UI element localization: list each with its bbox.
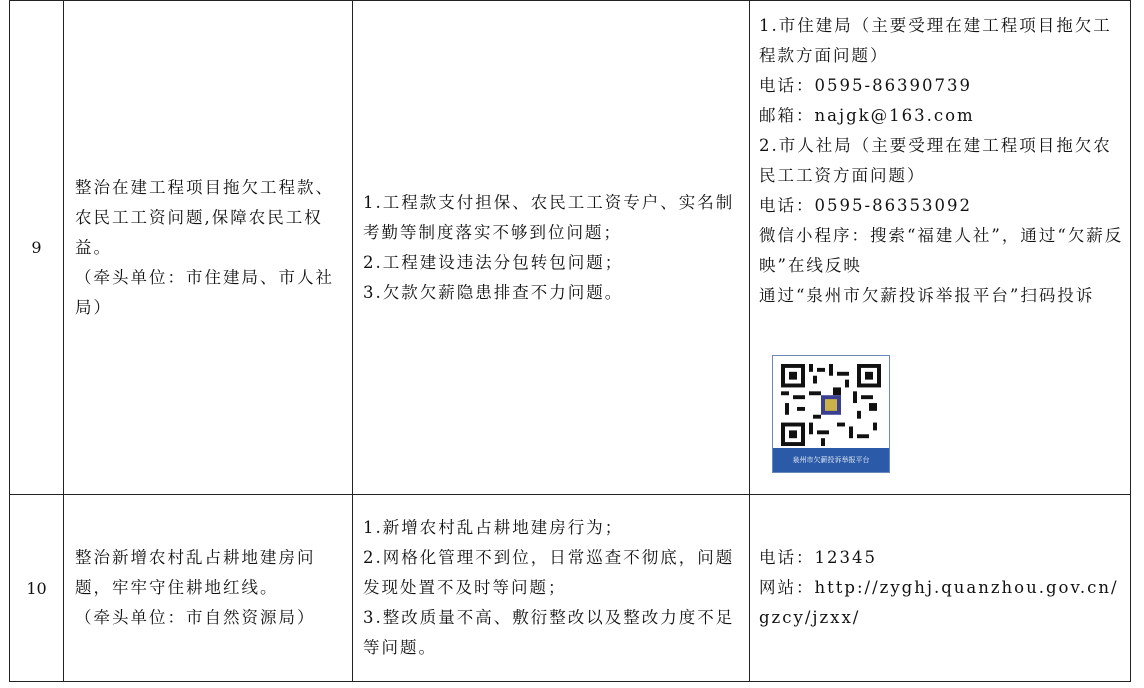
issues-cell [353,495,750,682]
qr-code-image[interactable] [772,355,890,473]
row-number: 9 [10,1,64,495]
task-cell [64,495,353,682]
task-cell [64,1,353,495]
contact-text: 电话：12345 网站：http://zyghj.quanzhou.gov.cn/gzcy/jzxx/ [759,548,1119,627]
issues-text: 1.新增农村乱占耕地建房行为； 2.网格化管理不到位，日常巡查不彻底，问题发现处置不及时等问题； 3.整改质量不高、敷衍整改以及整改力度不足等问题。 [363,518,735,657]
issues-text: 1.工程款支付担保、农民工工资专户、实名制考勤等制度落实不够到位问题； 2.工程建设违法分包转包问题； 3.欠款欠薪隐患排查不力问题。 [363,192,735,302]
qr-code-icon [781,364,881,446]
issues-cell [353,1,750,495]
supervision-table [9,0,1131,682]
task-text: 整治新增农村乱占耕地建房问题，牢牢守住耕地红线。 （牵头单位：市自然资源局） [75,548,316,627]
table-row [10,495,1131,682]
table-row [10,1,1131,495]
row-number: 10 [10,495,64,682]
contact-cell [750,1,1131,495]
task-text: 整治在建工程项目拖欠工程款、农民工工资问题,保障农民工权益。 （牵头单位：市住建局、市人社局） [75,177,334,317]
qr-caption: 泉州市欠薪投诉举报平台 [773,448,889,472]
contact-text: 1.市住建局（主要受理在建工程项目拖欠工程款方面问题） 电话：0595-86390739 邮箱：najgk@163.com 2.市人社局（主要受理在建工程项目拖欠农民工工资方面问题） 电话：0595-86353092 微信小程序：搜索“福建人社”，通过“欠薪反映”在线反映 通过“泉州市欠薪投诉举报平台”扫码投诉 [759,16,1124,305]
contact-cell [750,495,1131,682]
